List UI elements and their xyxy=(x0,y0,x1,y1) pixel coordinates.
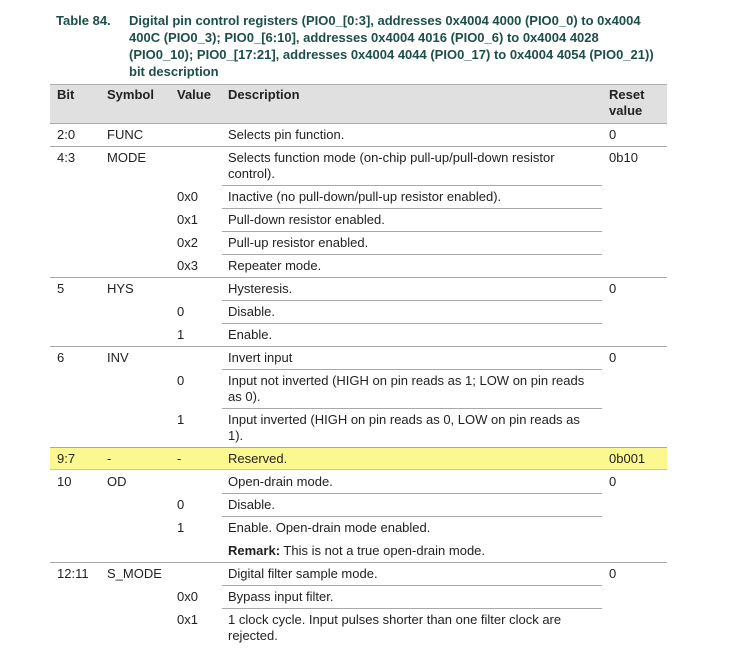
table-row xyxy=(50,369,667,408)
cell-reset-value: 0b10 xyxy=(609,150,638,165)
table-row xyxy=(50,408,667,447)
table-row xyxy=(50,208,667,231)
header-reset-value: Reset value xyxy=(609,87,645,118)
cell-value: 0x2 xyxy=(177,235,198,250)
table-row-highlighted xyxy=(50,447,667,470)
cell-description: Hysteresis. xyxy=(228,281,293,296)
cell-symbol xyxy=(100,589,170,605)
cell-value: 0x0 xyxy=(177,189,198,204)
cell-value: 0 xyxy=(177,304,185,319)
cell-reset-value: 0b001 xyxy=(609,451,646,466)
cell-description xyxy=(221,520,602,559)
table-row xyxy=(50,185,667,208)
cell-value: 0 xyxy=(177,497,185,512)
remark-label: Remark: xyxy=(228,543,281,558)
cell-description: Enable. xyxy=(228,327,273,342)
table-row xyxy=(50,300,667,323)
cell-symbol xyxy=(100,373,170,405)
table-caption xyxy=(56,12,666,80)
cell-reset-value: 0 xyxy=(609,281,617,296)
cell-reset-value xyxy=(602,497,667,513)
cell-reset-value xyxy=(602,612,667,644)
cell-bit: 4:3 xyxy=(57,150,76,165)
cell-value xyxy=(170,150,221,182)
remark-text: This is not a true open-drain mode. xyxy=(280,543,486,558)
table-title: Digital pin control registers (PIO0_[0:3], addresses 0x4004 4000 (PIO0_0) to 0x4004 400C (PIO0_3); PIO0_[6:10], addresses 0x4004 4016 (PIO0_6) to 0x4004 4028 (PIO0_10); PIO0_[17:21], addresses 0x4004 4044 (PIO0_17) to 0x4004 4054 (PIO0_21)) bit description xyxy=(129,13,654,79)
cell-reset-value: 0 xyxy=(609,127,617,142)
cell-bit xyxy=(50,235,100,251)
cell-bit xyxy=(50,327,100,343)
cell-symbol xyxy=(100,412,170,444)
cell-description: 1 clock cycle. Input pulses shorter than one filter clock are rejected. xyxy=(228,612,562,643)
cell-symbol xyxy=(100,235,170,251)
cell-value: 0x1 xyxy=(177,212,198,227)
cell-reset-value xyxy=(602,327,667,343)
cell-reset-value xyxy=(602,212,667,228)
cell-symbol xyxy=(100,258,170,274)
cell-bit: 12:11 xyxy=(57,566,89,581)
cell-description: Reserved. xyxy=(228,451,288,466)
cell-value xyxy=(170,474,221,490)
cell-symbol: S_MODE xyxy=(107,566,162,581)
remark-note xyxy=(228,543,598,559)
table-row xyxy=(50,123,667,146)
cell-bit: 5 xyxy=(57,281,65,296)
cell-reset-value xyxy=(602,412,667,444)
cell-description: Selects pin function. xyxy=(228,127,345,142)
table-row xyxy=(50,585,667,608)
cell-value: 1 xyxy=(177,412,185,427)
cell-value: 1 xyxy=(177,327,185,342)
header-description: Description xyxy=(228,87,300,102)
cell-symbol: OD xyxy=(107,474,127,489)
cell-description: Selects function mode (on-chip pull-up/pull-down resistor control). xyxy=(228,150,555,181)
od-enable-text: Enable. Open-drain mode enabled. xyxy=(228,520,431,535)
table-row xyxy=(50,470,667,493)
cell-reset-value xyxy=(602,258,667,274)
cell-value: 1 xyxy=(177,520,185,535)
table-row xyxy=(50,562,667,585)
table-header-row xyxy=(50,84,667,123)
cell-description: Invert input xyxy=(228,350,293,365)
cell-bit: 10 xyxy=(57,474,72,489)
cell-symbol: FUNC xyxy=(107,127,144,142)
cell-reset-value xyxy=(602,373,667,405)
table-row xyxy=(50,516,667,562)
cell-bit: 9:7 xyxy=(57,451,76,466)
cell-description: Disable. xyxy=(228,497,275,512)
table-row xyxy=(50,323,667,346)
cell-reset-value xyxy=(602,235,667,251)
table-row xyxy=(50,146,667,185)
cell-bit xyxy=(50,612,100,644)
table-row xyxy=(50,608,667,647)
table-row xyxy=(50,277,667,300)
cell-value xyxy=(170,350,221,366)
cell-bit: 6 xyxy=(57,350,65,365)
cell-description: Open-drain mode. xyxy=(228,474,333,489)
cell-reset-value xyxy=(602,589,667,605)
cell-bit xyxy=(50,589,100,605)
table-row xyxy=(50,493,667,516)
cell-bit xyxy=(50,212,100,228)
cell-description: Digital filter sample mode. xyxy=(228,566,378,581)
cell-symbol xyxy=(100,612,170,644)
cell-symbol xyxy=(100,327,170,343)
cell-reset-value: 0 xyxy=(609,474,617,489)
cell-description: Inactive (no pull-down/pull-up resistor enabled). xyxy=(228,189,502,204)
cell-description: Input inverted (HIGH on pin reads as 0, LOW on pin reads as 1). xyxy=(228,412,580,443)
cell-value xyxy=(170,281,221,297)
cell-description: Bypass input filter. xyxy=(228,589,334,604)
cell-reset-value xyxy=(602,520,667,559)
cell-bit xyxy=(50,373,100,405)
cell-value: - xyxy=(177,451,182,466)
cell-reset-value xyxy=(602,189,667,205)
cell-symbol: HYS xyxy=(107,281,134,296)
cell-value xyxy=(170,566,221,582)
table-row xyxy=(50,254,667,277)
cell-bit xyxy=(50,497,100,513)
cell-bit: 2:0 xyxy=(57,127,76,142)
cell-symbol: - xyxy=(107,451,112,466)
cell-symbol xyxy=(100,497,170,513)
cell-description: Pull-up resistor enabled. xyxy=(228,235,369,250)
cell-bit xyxy=(50,189,100,205)
cell-reset-value: 0 xyxy=(609,350,617,365)
cell-description: Input not inverted (HIGH on pin reads as 1; LOW on pin reads as 0). xyxy=(228,373,585,404)
cell-description: Disable. xyxy=(228,304,275,319)
cell-reset-value xyxy=(602,304,667,320)
cell-description: Pull-down resistor enabled. xyxy=(228,212,385,227)
cell-value: 0x1 xyxy=(177,612,198,627)
cell-symbol xyxy=(100,520,170,559)
table-row xyxy=(50,346,667,369)
bit-description-table xyxy=(50,84,667,647)
cell-symbol xyxy=(100,304,170,320)
cell-symbol xyxy=(100,189,170,205)
cell-reset-value: 0 xyxy=(609,566,617,581)
cell-value: 0x0 xyxy=(177,589,198,604)
header-value: Value xyxy=(177,87,211,102)
cell-bit xyxy=(50,258,100,274)
cell-bit xyxy=(50,520,100,559)
cell-value: 0 xyxy=(177,373,185,388)
cell-value: 0x3 xyxy=(177,258,198,273)
cell-value xyxy=(170,127,221,143)
table-row xyxy=(50,231,667,254)
cell-symbol: INV xyxy=(107,350,129,365)
cell-symbol xyxy=(100,212,170,228)
header-bit: Bit xyxy=(57,87,75,102)
header-symbol: Symbol xyxy=(107,87,154,102)
cell-description: Repeater mode. xyxy=(228,258,322,273)
table-number: Table 84. xyxy=(56,13,111,28)
cell-bit xyxy=(50,412,100,444)
cell-symbol: MODE xyxy=(107,150,146,165)
cell-bit xyxy=(50,304,100,320)
